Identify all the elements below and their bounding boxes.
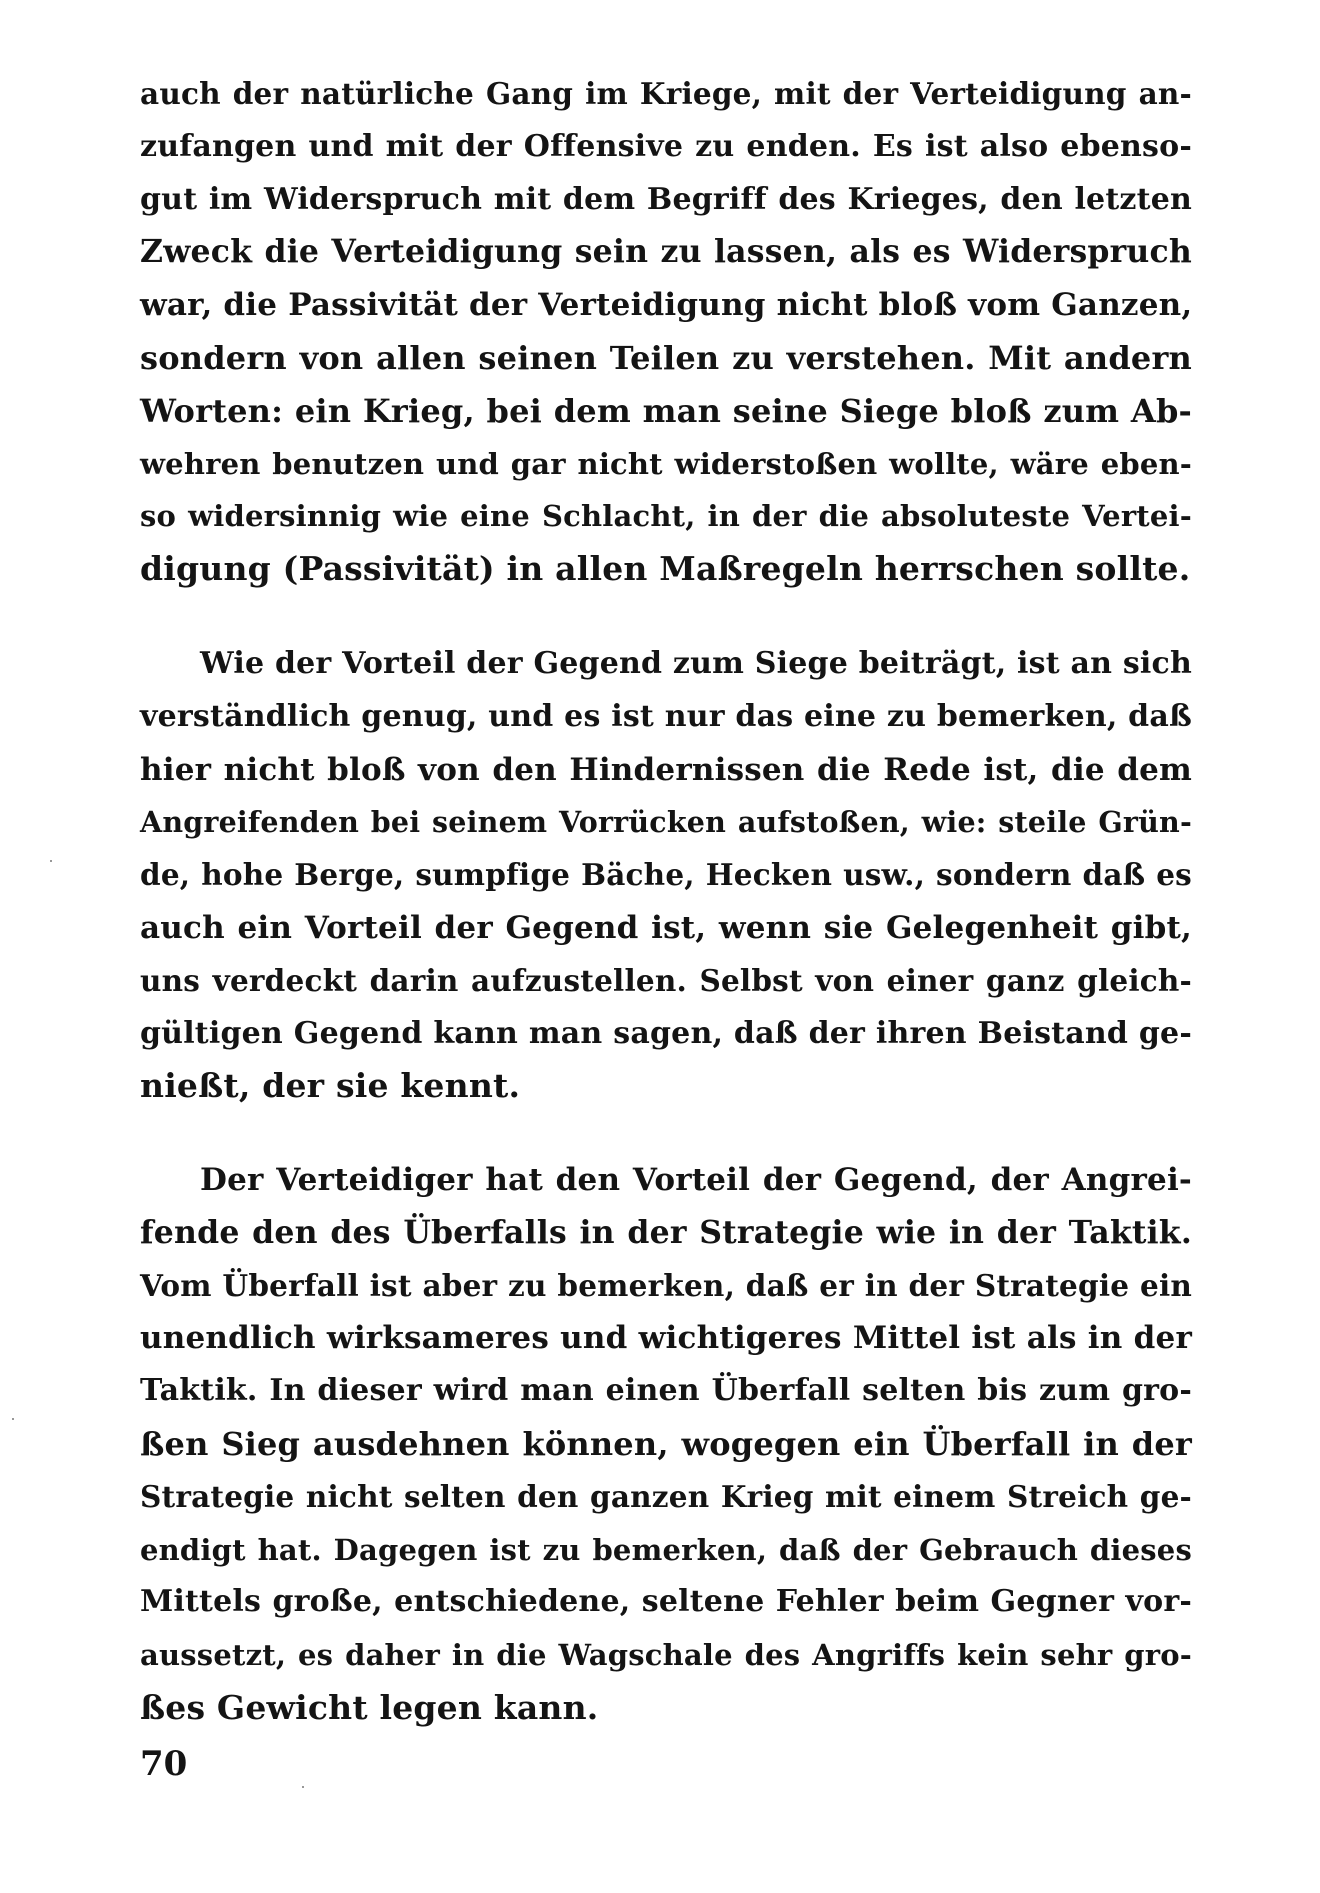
scan-speck [12, 1418, 14, 1420]
text-line: verständlich genug, und es ist nur das eine zu bemerken, daß [140, 698, 1192, 734]
text-line: Taktik. In dieser wird man einen Überfall selten bis zum gro- [140, 1373, 1192, 1409]
text-line: unendlich wirksameres und wichtigeres Mittel ist als in der [140, 1320, 1192, 1357]
text-line: Vom Überfall ist aber zu bemerken, daß er in der Strategie ein [140, 1267, 1192, 1303]
text-line: Wie der Vorteil der Gegend zum Siege beiträgt, ist an sich [200, 646, 1192, 681]
text-line: auch ein Vorteil der Gegend ist, wenn sie Gelegenheit gibt, [140, 909, 1192, 946]
text-line: de, hohe Berge, sumpfige Bäche, Hecken usw., sondern daß es [140, 857, 1192, 893]
paragraph-2 [140, 638, 1192, 1113]
page-number: 70 [140, 1744, 188, 1784]
text-line: gut im Widerspruch mit dem Begriff des Krieges, den letzten [140, 181, 1192, 217]
text-line: so widersinnig wie eine Schlacht, in der die absoluteste Vertei- [140, 499, 1192, 534]
text-line: ßen Sieg ausdehnen können, wogegen ein Überfall in der [140, 1424, 1192, 1463]
text-line: uns verdeckt darin aufzustellen. Selbst von einer ganz gleich- [140, 962, 1192, 998]
text-line: war, die Passivität der Verteidigung nicht bloß vom Ganzen, [140, 287, 1193, 324]
scan-speck [50, 860, 52, 862]
text-line: hier nicht bloß von den Hindernissen die Rede ist, die dem [140, 751, 1192, 788]
text-line: Strategie nicht selten den ganzen Krieg mit einem Streich ge- [140, 1478, 1192, 1514]
text-line: Angreifenden bei seinem Vorrücken aufstoßen, wie: steile Grün- [140, 805, 1192, 840]
text-line: gültigen Gegend kann man sagen, daß der ihren Beistand ge- [140, 1015, 1192, 1051]
text-line: wehren benutzen und gar nicht widerstoßen wollte, wäre eben- [140, 446, 1192, 481]
text-line: ßes Gewicht legen kann. [140, 1687, 599, 1727]
paragraph-1 [140, 68, 1192, 596]
text-line: Zweck die Verteidigung sein zu lassen, als es Widerspruch [140, 233, 1192, 271]
text-line: nießt, der sie kennt. [140, 1066, 521, 1106]
text-line: sondern von allen seinen Teilen zu verstehen. Mit andern [140, 338, 1192, 377]
text-line: aussetzt, es daher in die Wagschale des Angriffs kein sehr gro- [140, 1638, 1192, 1673]
text-line: Der Verteidiger hat den Vorteil der Gegend, der Angrei- [200, 1162, 1192, 1198]
paragraph-3 [140, 1154, 1192, 1735]
text-line: zufangen und mit der Offensive zu enden. Es ist also ebenso- [140, 128, 1192, 164]
text-line: auch der natürliche Gang im Kriege, mit der Verteidigung an- [140, 76, 1192, 111]
text-line: digung (Passivität) in allen Maßregeln herrschen sollte. [140, 549, 1191, 589]
text-line: Worten: ein Krieg, bei dem man seine Siege bloß zum Ab- [140, 391, 1192, 430]
scan-speck [302, 1786, 304, 1788]
text-line: Mittels große, entschiedene, seltene Fehler beim Gegner vor- [140, 1584, 1192, 1620]
text-line: fende den des Überfalls in der Strategie wie in der Taktik. [140, 1213, 1192, 1251]
text-line: endigt hat. Dagegen ist zu bemerken, daß der Gebrauch dieses [140, 1532, 1192, 1567]
